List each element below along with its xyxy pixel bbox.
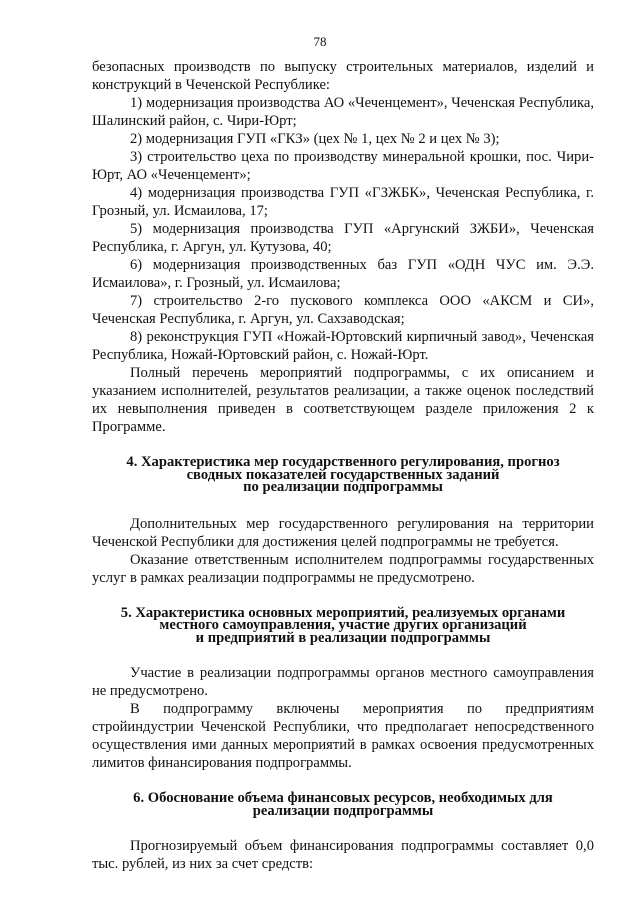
list-item: 5) модернизация производства ГУП «Аргунский ЗЖБИ», Чеченская Республика, г. Аргун, ул. Кутузова, 40; — [92, 221, 594, 255]
list-item: 1) модернизация производства АО «Чеченцемент», Чеченская Республика, Шалинский район, с. Чири-Юрт; — [92, 95, 594, 129]
intro-paragraph: безопасных производств по выпуску строительных материалов, изделий и конструкций в Чеченской Республике: — [92, 59, 594, 93]
section-4-heading — [92, 456, 594, 494]
page-content — [92, 58, 594, 873]
list-item: 3) строительство цеха по производству минеральной крошки, пос. Чири-Юрт, АО «Чеченцемент»; — [92, 149, 594, 183]
list-item: 8) реконструкция ГУП «Ножай-Юртовский кирпичный завод», Чеченская Республика, Ножай-Юртовский район, с. Ножай-Юрт. — [92, 329, 594, 363]
section-4-paragraph: Дополнительных мер государственного регулирования на территории Чеченской Республики для достижения целей подпрограммы не требуется. — [92, 515, 594, 550]
heading-line: местного самоуправления, участие других организаций — [159, 617, 527, 633]
page-number: 78 — [313, 34, 327, 49]
section-6-heading — [92, 792, 594, 817]
list-item: 2) модернизация ГУП «ГКЗ» (цех № 1, цех № 2 и цех № 3); — [130, 131, 500, 147]
section-5-heading — [92, 604, 594, 646]
heading-line: сводных показателей государственных заданий — [186, 466, 500, 483]
heading-line: 4. Характеристика мер государственного регулирования, прогноз — [126, 454, 560, 470]
list-item: 7) строительство 2-го пускового комплекса ООО «АКСМ и СИ», Чеченская Республика, г. Аргун, ул. Сахзаводская; — [92, 293, 594, 327]
list-item: 4) модернизация производства ГУП «ГЗЖБК», Чеченская Республика, г. Грозный, ул. Исмаилова, 17; — [92, 185, 594, 219]
full-list-paragraph: Полный перечень мероприятий подпрограммы, с их описанием и указанием исполнителей, результатов реализации, а также оценок последствий их невыполнения приведен в соответствующем разделе приложения 2 к Программе. — [92, 365, 594, 435]
section-4-paragraph: Оказание ответственным исполнителем подпрограммы государственных услуг в рамках реализации подпрограммы не предусмотрено. — [92, 551, 594, 586]
heading-line: 5. Характеристика основных мероприятий, реализуемых органами — [120, 604, 566, 621]
heading-line: по реализации подпрограммы — [243, 479, 443, 495]
heading-line: реализации подпрограммы — [252, 802, 434, 819]
section-5-paragraph: Участие в реализации подпрограммы органов местного самоуправления не предусмотрено. — [92, 665, 594, 699]
section-6-paragraph: Прогнозируемый объем финансирования подпрограммы составляет 0,0 тыс. рублей, из них за счет средств: — [92, 838, 594, 872]
heading-line: и предприятий в реализации подпрограммы — [195, 629, 491, 646]
heading-line: 6. Обоснование объема финансовых ресурсов, необходимых для — [133, 790, 553, 806]
list-item: 6) модернизация производственных баз ГУП «ОДН ЧУС им. Э.Э. Исмаилова», г. Грозный, ул. Исмаилова; — [92, 257, 594, 291]
section-5-paragraph: В подпрограмму включены мероприятия по предприятиям стройиндустрии Чеченской Республики, что предполагает непосредственного осуществления ими данных мероприятий в рамках освоения предусмотренных лимитов финансирования подпрограммы. — [92, 701, 594, 771]
